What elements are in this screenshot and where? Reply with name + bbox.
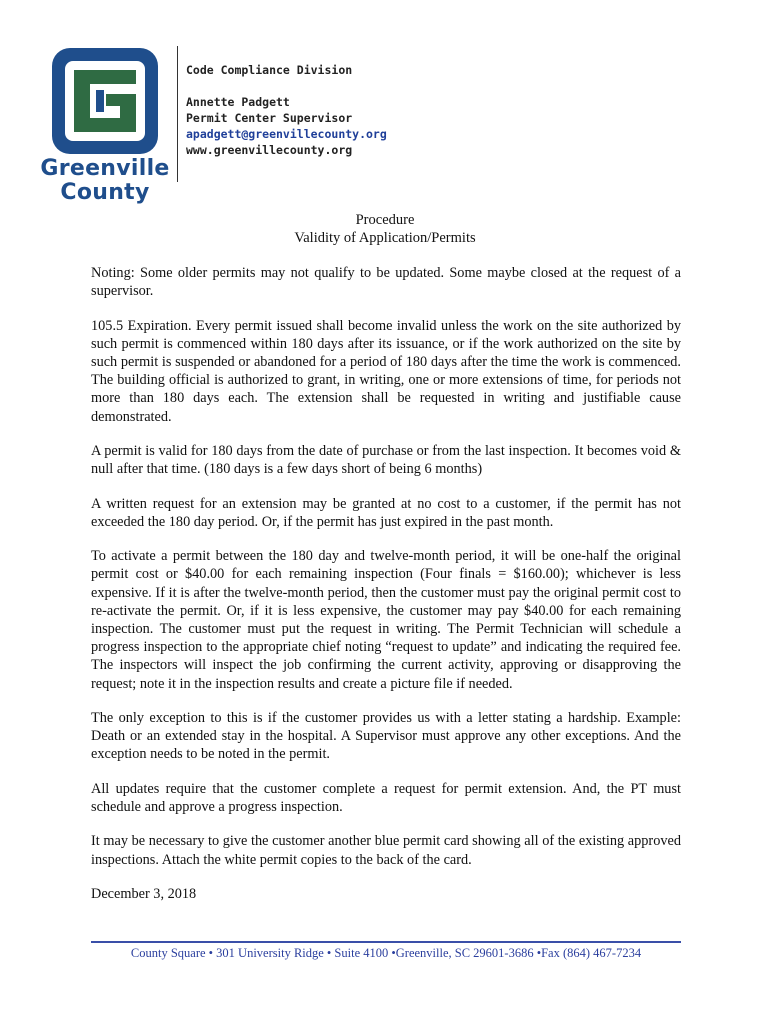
greenville-county-logo <box>30 44 180 206</box>
footer-address: County Square • 301 University Ridge • Suite 4100 •Greenville, SC 29601-3686 •Fax (864) 467-7234 <box>130 946 642 960</box>
header-divider <box>177 46 178 182</box>
document-date: December 3, 2018 <box>91 885 197 902</box>
contact-name: Annette Padgett <box>186 95 290 109</box>
paragraph-updates: All updates require that the customer complete a request for permit extension. And, the PT must schedule and approve a progress inspection. <box>91 780 681 815</box>
division-name: Code Compliance Division <box>186 63 353 77</box>
contact-role: Permit Center Supervisor <box>186 111 353 125</box>
contact-email-link[interactable]: apadgett@greenvillecounty.org <box>186 127 387 141</box>
paragraph-exception: The only exception to this is if the customer provides us with a letter stating a hardship. Example: Death or an extended stay in the hospital. A Supervisor must approve any other exceptions. And the exception needs to be noted in the permit. <box>91 710 681 763</box>
paragraph-noting: Noting: Some older permits may not qualify to be updated. Some maybe closed at the request of a supervisor. <box>91 265 681 300</box>
website-link[interactable]: www.greenvillecounty.org <box>186 143 353 157</box>
document-title: Procedure <box>355 212 415 228</box>
paragraph-extension-request: A written request for an extension may be granted at no cost to a customer, if the permit has not exceeded the 180 day period. Or, if the permit has just expired in the past month. <box>91 495 681 530</box>
paragraph-validity: A permit is valid for 180 days from the date of purchase or from the last inspection. It becomes void & null after that time. (180 days is a few days short of being 6 months) <box>91 443 681 478</box>
footer-divider <box>91 941 681 943</box>
logo-word-county: County <box>60 180 150 205</box>
document-subtitle: Validity of Application/Permits <box>294 230 476 246</box>
contact-block <box>186 62 387 158</box>
g-mark-icon <box>52 48 158 154</box>
logo-word-greenville: Greenville <box>40 156 170 181</box>
document-body <box>91 264 681 919</box>
paragraph-activation: To activate a permit between the 180 day and twelve-month period, it will be one-half the original permit cost or $40.00 for each remaining inspection (Four finals = $160.00); whichever is less expensive. If it is after the twelve-month period, then the customer must pay the original permit cost to re-activate the permit. Or, if it is less expensive, the customer may pay $40.00 for each remaining inspection. The customer must put the request in writing. The Permit Technician will schedule a progress inspection to the appropriate chief noting “request to update” and indicating the required fee. The inspectors will inspect the job confirming the current activity, approving or disapproving the request; note it in the inspection results and create a picture file if needed. <box>91 548 681 692</box>
paragraph-expiration: 105.5 Expiration. Every permit issued shall become invalid unless the work on the site authorized by such permit is commenced within 180 days after its issuance, or if the work authorized on the site by such permit is suspended or abandoned for a period of 180 days after the time the work is commenced. The building official is authorized to grant, in writing, one or more extensions of time, for periods not more than 180 days each. The extension shall be requested in writing and justifiable cause demonstrated. <box>91 317 681 425</box>
paragraph-permit-card: It may be necessary to give the customer another blue permit card showing all of the existing approved inspections. Attach the white permit copies to the back of the card. <box>91 833 681 868</box>
